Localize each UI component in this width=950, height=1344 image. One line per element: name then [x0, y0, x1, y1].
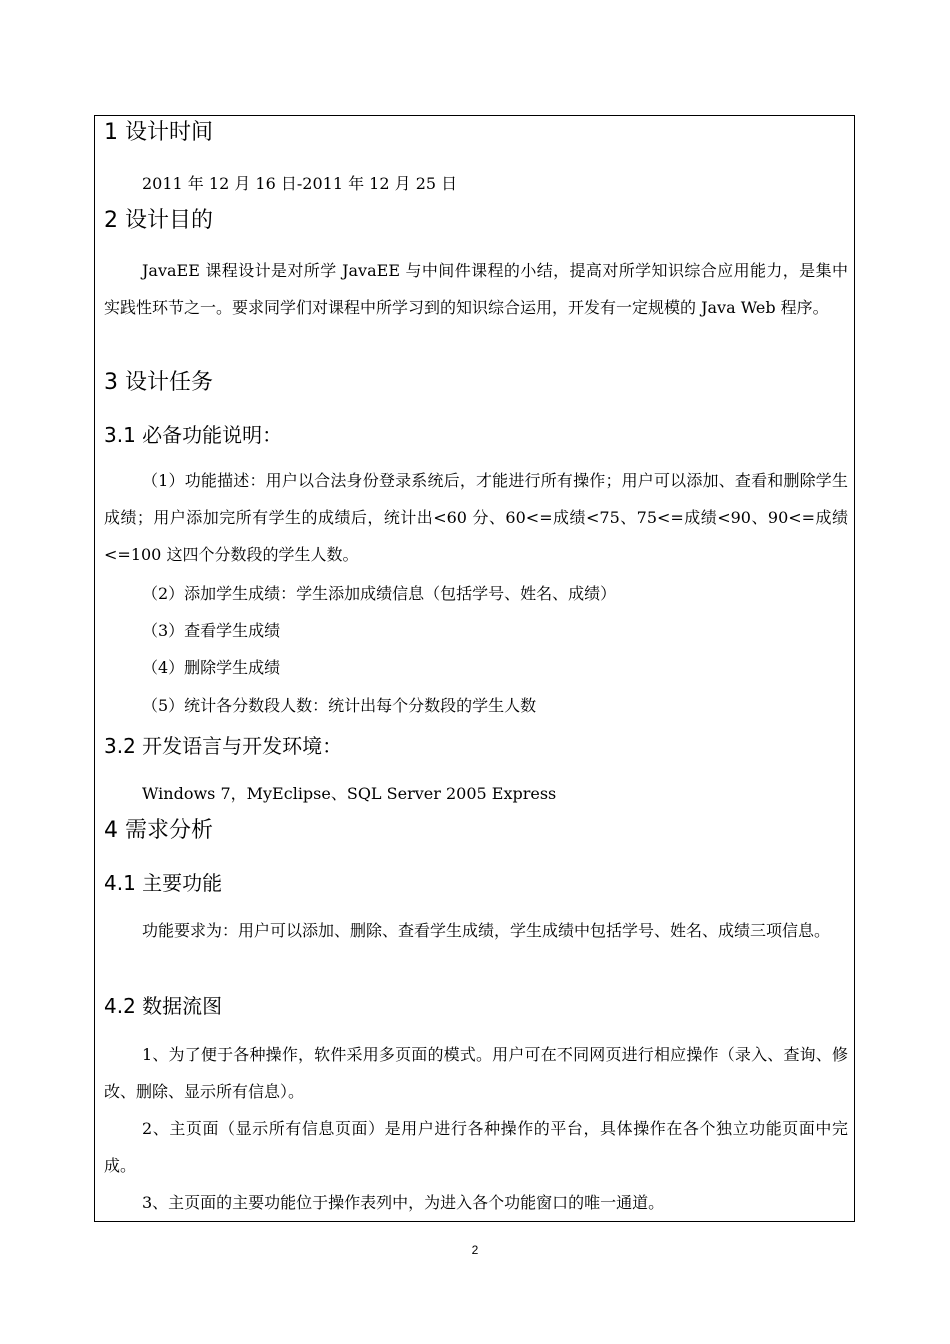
section-3-2-text: Windows 7，MyEclipse、SQL Server 2005 Express — [142, 784, 557, 803]
section-3-2-title: 3.2 开发语言与开发环境： — [104, 734, 343, 758]
section-3-1-title: 3.1 必备功能说明： — [104, 423, 283, 447]
section-3-title: 3 设计任务 — [104, 370, 213, 395]
section-4-2-item-1: 1、为了便于各种操作，软件采用多页面的模式。用户可在不同网页进行相应操作（录入、查询、修改、删除、显示所有信息）。 — [104, 1045, 848, 1101]
section-4-1-title: 4.1 主要功能 — [104, 871, 223, 895]
section-4-2-title: 4.2 数据流图 — [104, 994, 223, 1018]
page-number: 2 — [471, 1243, 479, 1257]
section-3-1-item-2: （2）添加学生成绩：学生添加成绩信息（包括学号、姓名、成绩） — [142, 584, 617, 603]
section-4-1-text: 功能要求为：用户可以添加、删除、查看学生成绩，学生成绩中包括学号、姓名、成绩三项信息。 — [142, 921, 831, 940]
section-3-1-item-1: （1）功能描述：用户以合法身份登录系统后，才能进行所有操作；用户可以添加、查看和删除学生成绩；用户添加完所有学生的成绩后，统计出<60 分、60<=成绩<75、75<=成绩<90、90<=成绩<=100 这四个分数段的学生人数。 — [104, 471, 848, 564]
section-3-1-item-5: （5）统计各分数段人数：统计出每个分数段的学生人数 — [142, 696, 537, 715]
section-4-2-item-2: 2、主页面（显示所有信息页面）是用户进行各种操作的平台，具体操作在各个独立功能页面中完成。 — [104, 1119, 848, 1175]
section-2-text: JavaEE 课程设计是对所学 JavaEE 与中间件课程的小结，提高对所学知识综合应用能力，是集中实践性环节之一。要求同学们对课程中所学习到的知识综合运用，开发有一定规模的 Java Web 程序。 — [104, 261, 848, 317]
section-4-2-item-3: 3、主页面的主要功能位于操作表列中，为进入各个功能窗口的唯一通道。 — [142, 1193, 665, 1212]
section-3-1-item-3: （3）查看学生成绩 — [142, 621, 281, 640]
section-4-title: 4 需求分析 — [104, 818, 213, 843]
section-1-text: 2011 年 12 月 16 日-2011 年 12 月 25 日 — [142, 174, 458, 193]
section-1-title: 1 设计时间 — [104, 120, 213, 145]
section-2-title: 2 设计目的 — [104, 208, 213, 233]
section-3-1-item-4: （4）删除学生成绩 — [142, 658, 281, 677]
